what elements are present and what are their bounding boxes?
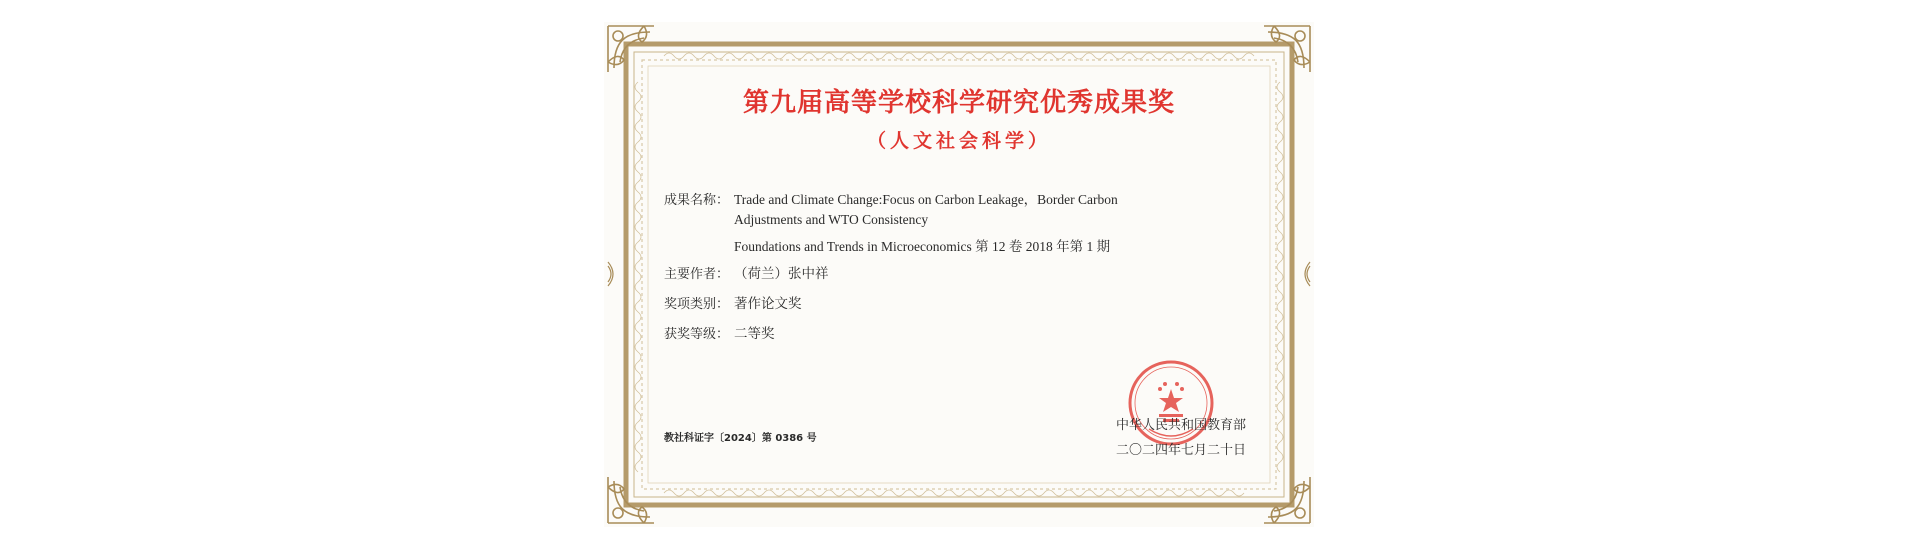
achievement-row — [664, 188, 1118, 208]
category-row — [664, 292, 802, 312]
author-value: （荷兰）张中祥 — [734, 266, 829, 281]
category-label: 奖项类别： — [664, 297, 730, 312]
certificate-number: 教社科证字〔2024〕第 0386 号 — [664, 433, 817, 444]
category-value: 著作论文奖 — [734, 296, 802, 311]
issuing-authority: 中华人民共和国教育部 — [1116, 418, 1247, 433]
achievement-title-line2: Adjustments and WTO Consistency — [734, 212, 929, 227]
issue-date: 二〇二四年七月二十日 — [1116, 443, 1247, 458]
grade-row — [664, 322, 775, 342]
author-row — [664, 262, 829, 282]
certificate-subtitle: （人文社会科学） — [866, 130, 1051, 152]
official-seal-icon — [1127, 359, 1215, 447]
author-label: 主要作者： — [664, 267, 730, 282]
achievement-publication: Foundations and Trends in Microeconomics 第 12 卷 2018 年第 1 期 — [734, 239, 1111, 254]
grade-label: 获奖等级： — [664, 327, 730, 342]
grade-value: 二等奖 — [734, 326, 775, 341]
achievement-title-line1: Trade and Climate Change:Focus on Carbon Leakage，Border Carbon — [734, 192, 1118, 207]
award-certificate — [604, 22, 1314, 527]
achievement-label: 成果名称： — [664, 193, 730, 208]
certificate-title: 第九届高等学校科学研究优秀成果奖 — [742, 88, 1175, 118]
